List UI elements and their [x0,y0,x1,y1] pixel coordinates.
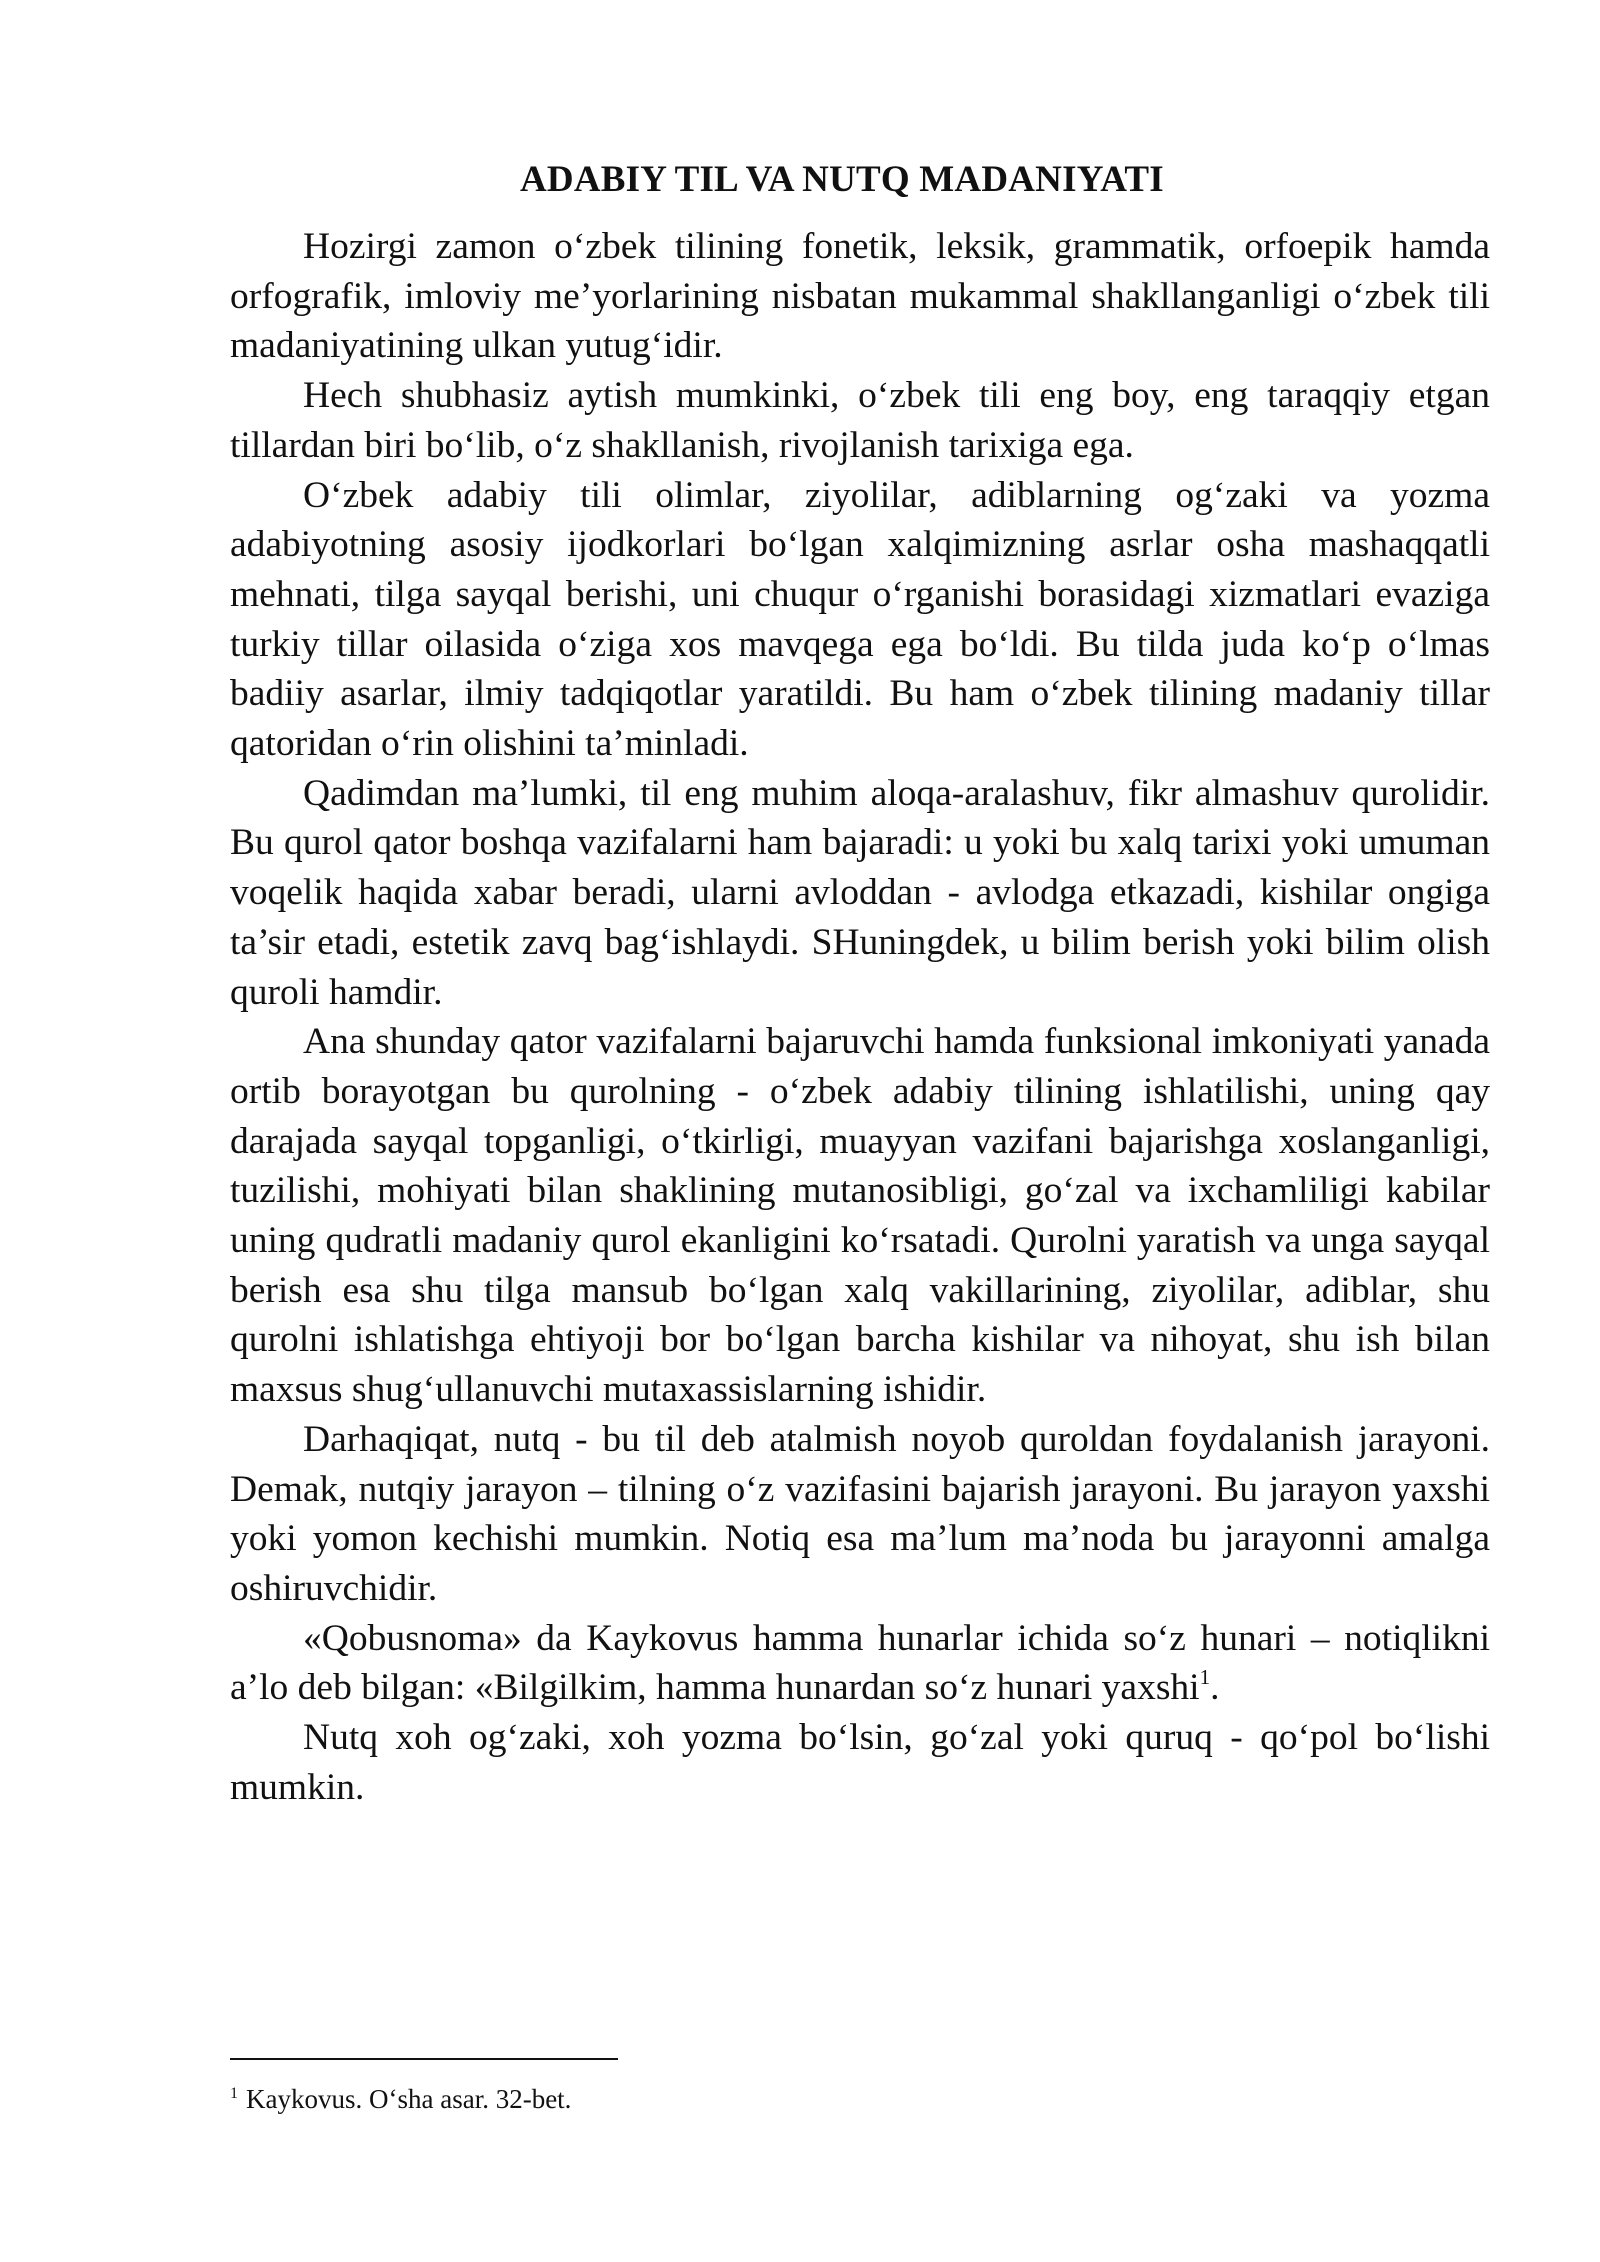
paragraph-5: Ana shunday qator vazifalarni bajaruvchi hamda funksional imkoniyati yanada ortib borayotgan bu qurolning - o‘zbek adabiy tilining ishlatilishi, uning qay darajada sayqal topganligi, o‘tkirligi, muayyan vazifani bajarishga xoslanganligi, tuzilishi, mohiyati bilan shaklining mutanosibligi, go‘zal va ixchamliligi kabilar uning qudratli madaniy qurol ekanligini ko‘rsatadi. Qurolni yaratish va unga sayqal berish esa shu tilga mansub bo‘lgan xalq vakillarining, ziyolilar, adiblar, shu qurolni ishlatishga ehtiyoji bor bo‘lgan barcha kishilar va nihoyat, shu ish bilan maxsus shug‘ullanuvchi mutaxassislarning ishidir. [230,1021,1490,1411]
paragraph-1: Hozirgi zamon o‘zbek tilining fonetik, leksik, grammatik, orfoepik hamda orfografik, imloviy me’yorlarining nisbatan mukammal shakllanganligi o‘zbek tili madaniyatining ulkan yutug‘idir. [230,226,1490,367]
document-title: ADABIY TIL VA NUTQ MADANIYATI [520,159,1164,200]
paragraph-4: Qadimdan ma’lumki, til eng muhim aloqa-aralashuv, fikr almashuv qurolidir. Bu qurol qator boshqa vazifalarni ham bajaradi: u yoki bu xalq tarixi yoki umuman voqelik haqida xabar beradi, ularni avloddan - avlodga etkazadi, kishilar ongiga ta’sir etadi, estetik zavq bag‘ishlaydi. SHuningdek, u bilim berish yoki bilim olish quroli hamdir. [230,772,1490,1013]
paragraph-6: Darhaqiqat, nutq - bu til deb atalmish noyob quroldan foydalanish jarayoni. Demak, nutqiy jarayon – tilning o‘z vazifasini bajarish jarayoni. Bu jarayon yaxshi yoki yomon kechishi mumkin. Notiq esa ma’lum ma’noda bu jarayonni amalga oshiruvchidir. [230,1418,1490,1609]
paragraph-quote [230,1614,1490,1713]
footnote-reference[interactable]: 1 [1199,1665,1211,1690]
paragraph-last: Nutq xoh og‘zaki, xoh yozma bo‘lsin, go‘zal yoki quruq - qo‘pol bo‘lishi mumkin. [230,1717,1490,1808]
footnote-mark: 1 [230,2085,238,2102]
quote-text: «Qobusnoma» da Kaykovus hamma hunarlar ichida so‘z hunari – notiqlikni a’lo deb bilgan: «Bilgilkim, hamma hunardan so‘z hunari yaxshi [230,1617,1490,1709]
paragraph-2: Hech shubhasiz aytish mumkinki, o‘zbek tili eng boy, eng taraqqiy etgan tillardan biri bo‘lib, o‘z shakllanish, rivojlanish tarixiga ega. [230,375,1490,466]
paragraph-3: O‘zbek adabiy tili olimlar, ziyolilar, adiblarning og‘zaki va yozma adabiyotning asosiy ijodkorlari bo‘lgan xalqimizning asrlar osha mashaqqatli mehnati, tilga sayqal berishi, uni chuqur o‘rganishi borasidagi xizmatlari evaziga turkiy tillar oilasida o‘ziga xos mavqega ega bo‘ldi. Bu tilda juda ko‘p o‘lmas badiiy asarlar, ilmiy tadqiqotlar yaratildi. Bu ham o‘zbek tilining madaniy tillar qatoridan o‘rin olishini ta’minladi. [230,474,1490,765]
footnote-text: Kaykovus. O‘sha asar. 32-bet. [246,2084,572,2114]
footnote-separator [230,2058,618,2060]
document-page [230,150,1490,1813]
footnote [230,2076,571,2117]
quote-tail: . [1210,1667,1220,1709]
